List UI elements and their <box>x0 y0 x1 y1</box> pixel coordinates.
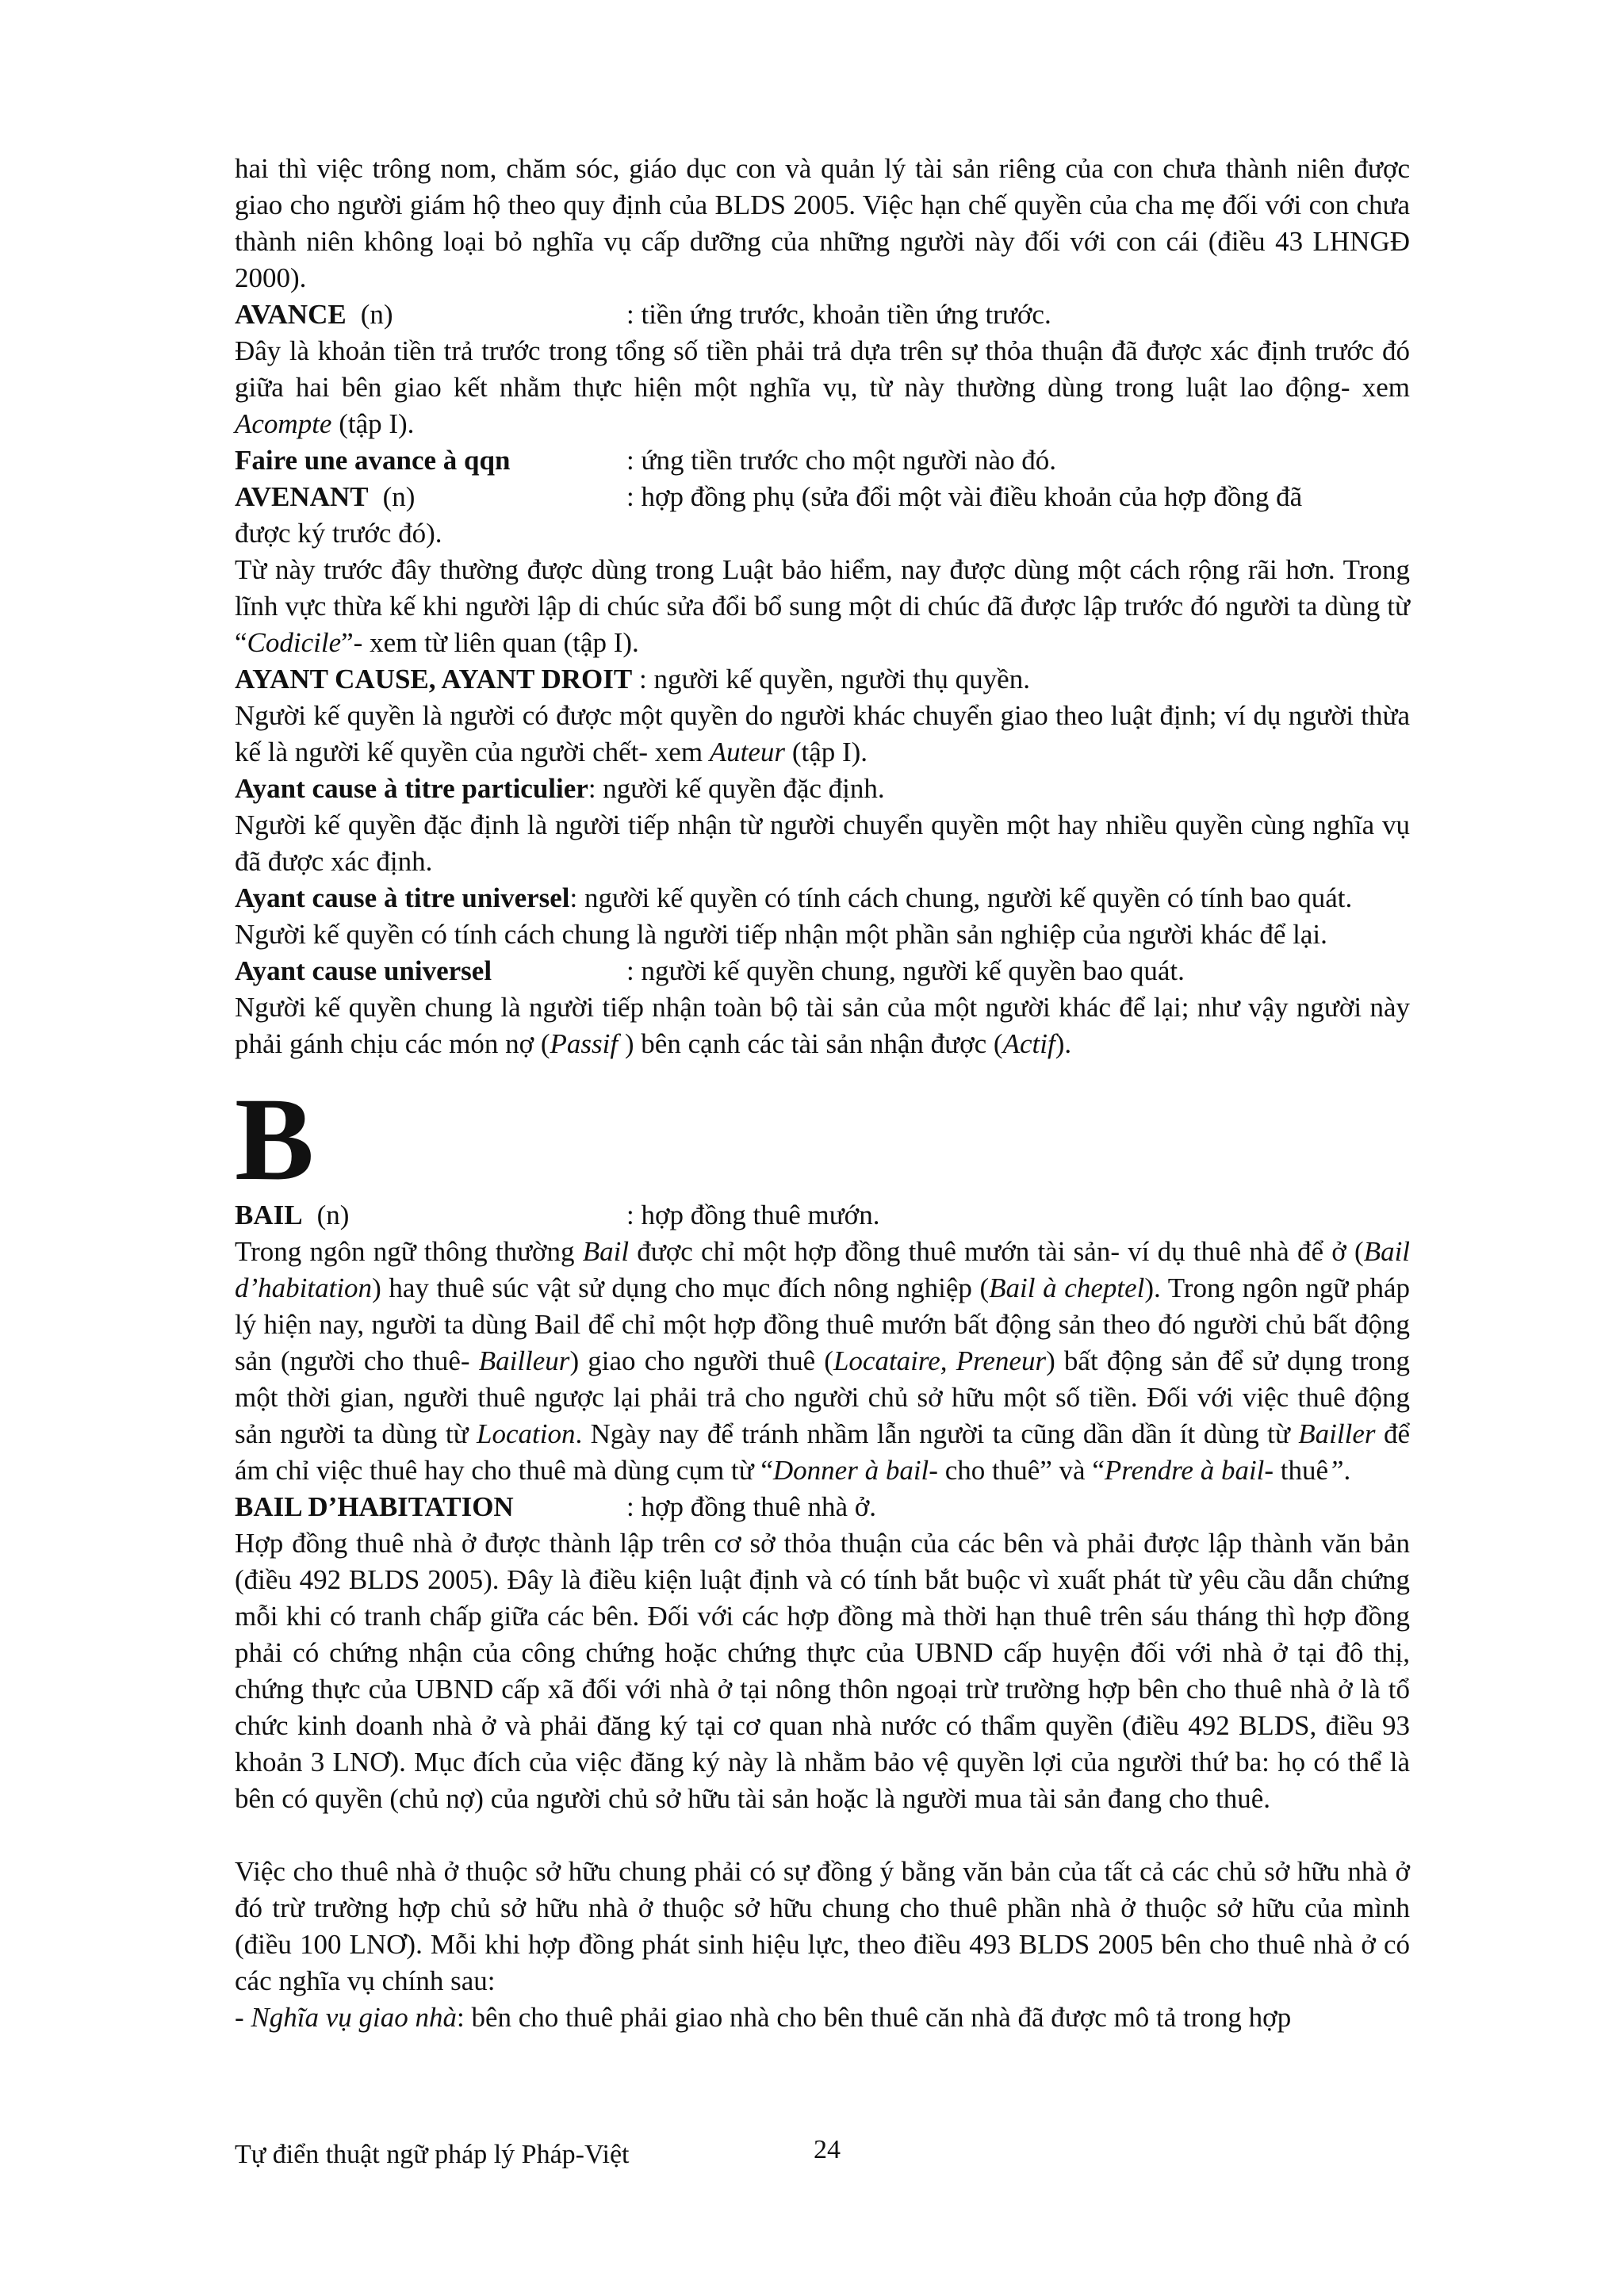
text-run: - <box>235 2002 251 2033</box>
text-run: : bên cho thuê phải giao nhà cho bên thuê căn nhà đã được mô tả trong hợp <box>456 2002 1292 2033</box>
part-of-speech: (n) <box>360 299 393 330</box>
entry-definition <box>626 442 1410 479</box>
entry-definition: : người kế quyền có tính cách chung, người kế quyền có tính bao quát. <box>569 882 1353 913</box>
paragraph <box>235 515 1410 552</box>
entry-definition: : người kế quyền đặc định. <box>588 773 885 804</box>
entry-definition <box>626 1197 1410 1234</box>
italic-term: Actif <box>1002 1028 1055 1059</box>
entry-headword: AVENANT <box>235 481 369 512</box>
italic-term: Bailleur <box>478 1345 570 1376</box>
entry-headword: BAIL D’HABITATION <box>235 1491 514 1522</box>
entry-definition: : người kế quyền, người thụ quyền. <box>632 664 1030 695</box>
entry-term <box>235 953 626 989</box>
text-run: Hợp đồng thuê nhà ở được thành lập trên cơ sở thỏa thuận của các bên và phải được lập thành văn bản (điều 492 BLDS 2005). Đây là điều kiện luật định và có tính bắt buộc vì xuất phát từ yêu cầu dẫn chứng mỗi khi có tranh chấp giữa các bên. Đối với các hợp đồng mà thời hạn thuê trên sáu tháng thì hợp đồng phải có chứng nhận của công chứng hoặc chứng thực của UBND cấp huyện đối với nhà ở tại đô thị, chứng thực của UBND cấp xã đối với nhà ở tại nông thôn ngoại trừ trường hợp bên cho thuê nhà ở là tổ chức kinh doanh nhà ở và phải đăng ký tại cơ quan nhà nước có thẩm quyền (điều 492 BLDS, điều 93 khoản 3 LNƠ). Mục đích của việc đăng ký này là nhằm bảo vệ quyền lợi của người thứ ba: họ có thể là bên có quyền (chủ nợ) của người chủ sở hữu tài sản hoặc là người mua tài sản đang cho thuê. <box>235 1528 1410 1814</box>
italic-term: Donner à bail <box>772 1455 929 1486</box>
italic-term: Nghĩa vụ giao nhà <box>251 2002 457 2033</box>
dictionary-entry <box>235 442 1410 479</box>
part-of-speech: (n) <box>382 481 416 512</box>
text-run: - thuê <box>1264 1455 1329 1486</box>
entry-definition <box>626 953 1410 989</box>
page-number: 24 <box>814 2135 841 2164</box>
text-run: ) bên cạnh các tài sản nhận được ( <box>618 1028 1003 1059</box>
text-run: - cho thuê” và “ <box>929 1455 1105 1486</box>
italic-term: Codicile <box>247 627 342 658</box>
entry-headword: Ayant cause universel <box>235 955 492 986</box>
text-run: (tập I). <box>785 737 868 767</box>
page-body <box>235 151 1410 2036</box>
paragraph <box>235 1525 1410 1817</box>
text-run: (tập I). <box>331 408 415 439</box>
entry-definition <box>626 479 1410 515</box>
entry-headword: Faire une avance à qqn <box>235 445 511 476</box>
italic-term: Bail <box>582 1236 630 1267</box>
italic-term: Prendre à bail <box>1104 1455 1265 1486</box>
footer-title: Tự điển thuật ngữ pháp lý Pháp-Việt <box>235 2140 630 2169</box>
dictionary-entry <box>235 479 1410 515</box>
entry-term <box>235 297 626 333</box>
part-of-speech: (n) <box>316 1200 350 1230</box>
entry-headword: BAIL <box>235 1200 303 1230</box>
paragraph <box>235 552 1410 661</box>
text-run: : tiền ứng trước, khoản tiền ứng trước. <box>626 299 1051 330</box>
dictionary-entry <box>235 297 1410 333</box>
text-run: Người kế quyền là người có được một quyền do người khác chuyển giao theo luật định; ví dụ người thừa kế là người kế quyền của người chết- xem <box>235 700 1410 767</box>
dictionary-entry <box>235 953 1410 989</box>
italic-term: Bail à cheptel <box>989 1272 1145 1303</box>
text-run: ) bất động sản để sử dụng trong một thời gian, người thuê ngược lại phải trả cho người chủ sở hữu một số tiền. Đối với việc thuê động sản người ta dùng từ <box>235 1345 1410 1449</box>
text-run: . Ngày nay để tránh nhầm lẫn người ta cũng dần dần ít dùng từ <box>575 1418 1299 1449</box>
dictionary-entry <box>235 1197 1410 1234</box>
entry-term <box>235 442 626 479</box>
paragraph <box>235 1999 1410 2036</box>
entry-term <box>235 1197 626 1234</box>
entry-definition <box>626 297 1410 333</box>
entry-term: Ayant cause à titre particulier <box>235 773 588 804</box>
text-run: : hợp đồng thuê nhà ở. <box>626 1491 877 1522</box>
text-run: ). <box>1055 1028 1072 1059</box>
italic-term: Bailler <box>1298 1418 1376 1449</box>
paragraph <box>235 1234 1410 1489</box>
italic-term: Bail d’habitation <box>235 1236 1411 1303</box>
dictionary-entry-inline <box>235 771 1410 807</box>
text-run: ) giao cho người thuê ( <box>569 1345 833 1376</box>
text-run: : hợp đồng phụ (sửa đổi một vài điều khoản của hợp đồng đã <box>626 481 1303 512</box>
section-letter-heading: B <box>235 1073 315 1205</box>
entry-definition <box>626 1489 1410 1525</box>
text-run: Từ này trước đây thường được dùng trong Luật bảo hiểm, nay được dùng một cách rộng rãi hơn. Trong lĩnh vực thừa kế khi người lập di chúc sửa đổi bổ sung một di chúc đã được lập trước đó người ta dùng từ “ <box>235 554 1410 658</box>
italic-term: Auteur <box>709 737 786 767</box>
text-run: : ứng tiền trước cho một người nào đó. <box>626 445 1057 476</box>
italic-term: Acompte <box>235 408 332 439</box>
entry-term <box>235 1489 626 1525</box>
text-run: Người kế quyền chung là người tiếp nhận toàn bộ tài sản của một người khác để lại; như vậy người này phải gánh chịu các món nợ ( <box>235 992 1410 1059</box>
entry-headword: AVANCE <box>235 299 347 330</box>
paragraph <box>235 698 1410 771</box>
text-run: được ký trước đó). <box>235 518 442 549</box>
text-run: để ám chỉ việc thuê hay cho thuê mà dùng cụm từ “ <box>235 1418 1410 1486</box>
italic-term: Passif <box>550 1028 619 1059</box>
paragraph-gap <box>235 1817 1410 1854</box>
entry-term: Ayant cause à titre universel <box>235 882 570 913</box>
dictionary-entry-inline <box>235 661 1410 698</box>
text-run: ) hay thuê súc vật sử dụng cho mục đích nông nghiệp ( <box>372 1272 990 1303</box>
italic-term: ” <box>1328 1455 1344 1486</box>
text-run: Việc cho thuê nhà ở thuộc sở hữu chung phải có sự đồng ý bằng văn bản của tất cả các chủ sở hữu nhà ở đó trừ trường hợp chủ sở hữu nhà ở thuộc sở hữu chung cho thuê phần nhà ở thuộc sở hữu của mình (điều 100 LNƠ). Mỗi khi hợp đồng phát sinh hiệu lực, theo điều 493 BLDS 2005 bên cho thuê nhà ở có các nghĩa vụ chính sau: <box>235 1856 1410 1996</box>
paragraph <box>235 151 1410 297</box>
entry-term <box>235 479 626 515</box>
paragraph <box>235 807 1410 880</box>
text-run: Trong ngôn ngữ thông thường <box>235 1236 583 1267</box>
text-run: . <box>1343 1455 1351 1486</box>
dictionary-entry-inline <box>235 880 1410 916</box>
text-run: Người kế quyền có tính cách chung là người tiếp nhận một phần sản nghiệp của người khác để lại. <box>235 919 1327 950</box>
text-run: ). Trong ngôn ngữ pháp lý hiện nay, người ta dùng Bail để chỉ một hợp đồng thuê mướn bất động sản theo đó người chủ bất động sản (người cho thuê- <box>235 1272 1410 1376</box>
text-run: : hợp đồng thuê mướn. <box>626 1200 880 1230</box>
paragraph <box>235 1854 1410 1999</box>
text-run: ”- xem từ liên quan (tập I). <box>341 627 639 658</box>
dictionary-entry <box>235 1489 1410 1525</box>
paragraph <box>235 989 1410 1062</box>
paragraph <box>235 333 1410 442</box>
italic-term: Location <box>477 1418 576 1449</box>
text-run: được chỉ một hợp đồng thuê mướn tài sản- ví dụ thuê nhà để ở ( <box>629 1236 1364 1267</box>
text-run: hai thì việc trông nom, chăm sóc, giáo dục con và quản lý tài sản riêng của con chưa thành niên được giao cho người giám hộ theo quy định của BLDS 2005. Việc hạn chế quyền của cha mẹ đối với con chưa thành niên không loại bỏ nghĩa vụ cấp dưỡng của những người này đối với con cái (điều 43 LHNGĐ 2000). <box>235 153 1410 293</box>
italic-term: Locataire, Preneur <box>833 1345 1047 1376</box>
page-footer <box>235 2137 1410 2177</box>
paragraph <box>235 916 1410 953</box>
text-run: : người kế quyền chung, người kế quyền bao quát. <box>626 955 1185 986</box>
text-run: Người kế quyền đặc định là người tiếp nhận từ người chuyển quyền một hay nhiều quyền cùng nghĩa vụ đã được xác định. <box>235 809 1410 877</box>
entry-term: AYANT CAUSE, AYANT DROIT <box>235 664 633 695</box>
text-run: Đây là khoản tiền trả trước trong tổng số tiền phải trả dựa trên sự thỏa thuận đã được xác định trước đó giữa hai bên giao kết nhằm thực hiện một nghĩa vụ, từ này thường dùng trong luật lao động- xem <box>235 335 1410 403</box>
